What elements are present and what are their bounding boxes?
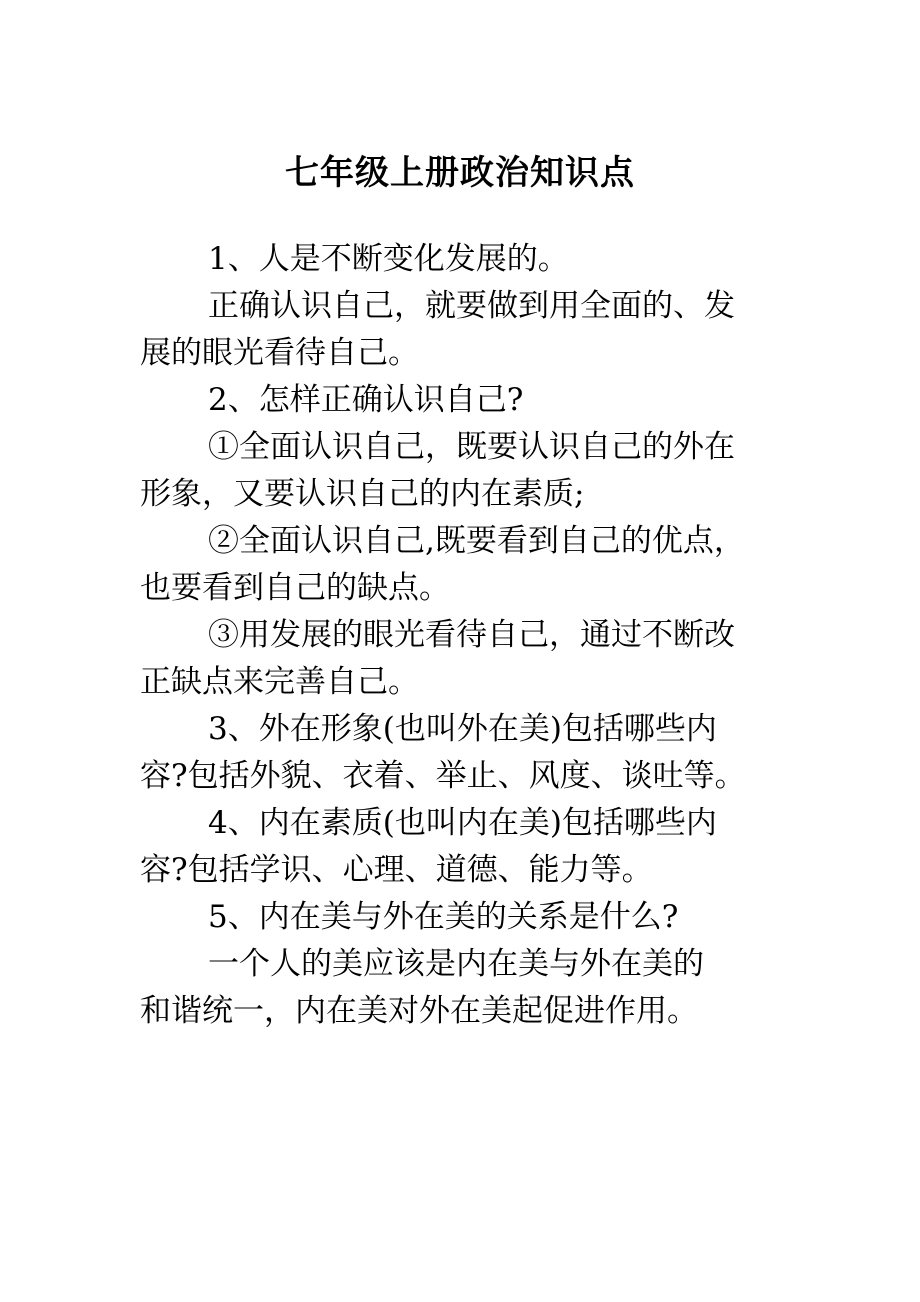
- paragraph-5: [140, 518, 800, 612]
- paragraph-line: 一个人的美应该是内在美与外在美的: [208, 946, 704, 982]
- paragraph-10: [140, 941, 800, 1035]
- paragraph-line: 容?包括外貌、衣着、举止、风度、谈吐等。: [140, 758, 746, 794]
- paragraph-2: [140, 283, 800, 377]
- paragraph-line: 4、内在素质(也叫内在美)包括哪些内: [208, 805, 717, 841]
- document-body: [140, 236, 800, 1035]
- page-title: 七年级上册政治知识点: [285, 152, 635, 193]
- paragraph-line: ③用发展的眼光看待自己，通过不断改: [208, 617, 735, 653]
- paragraph-line: 正缺点来完善自己。: [140, 664, 419, 700]
- paragraph-7: [140, 706, 800, 800]
- paragraph-3: [140, 377, 800, 424]
- paragraph-9: [140, 894, 800, 941]
- paragraph-line: 5、内在美与外在美的关系是什么?: [208, 899, 679, 935]
- paragraph-line: 也要看到自己的缺点。: [140, 570, 450, 606]
- paragraph-line: 和谐统一，内在美对外在美起促进作用。: [140, 993, 698, 1029]
- paragraph-line: 展的眼光看待自己。: [140, 335, 419, 371]
- paragraph-line: 形象，又要认识自己的内在素质;: [140, 476, 585, 512]
- paragraph-line: 正确认识自己，就要做到用全面的、发: [208, 288, 735, 324]
- paragraph-line: ①全面认识自己，既要认识自己的外在: [208, 429, 735, 465]
- paragraph-line: 3、外在形象(也叫外在美)包括哪些内: [208, 711, 717, 747]
- paragraph-1: [140, 236, 800, 283]
- paragraph-line: 2、怎样正确认识自己?: [208, 382, 524, 418]
- paragraph-6: [140, 612, 800, 706]
- paragraph-line: ②全面认识自己,既要看到自己的优点，: [208, 523, 745, 559]
- paragraph-line: 容?包括学识、心理、道德、能力等。: [140, 852, 653, 888]
- paragraph-4: [140, 424, 800, 518]
- paragraph-8: [140, 800, 800, 894]
- paragraph-line: 1、人是不断变化发展的。: [208, 241, 569, 277]
